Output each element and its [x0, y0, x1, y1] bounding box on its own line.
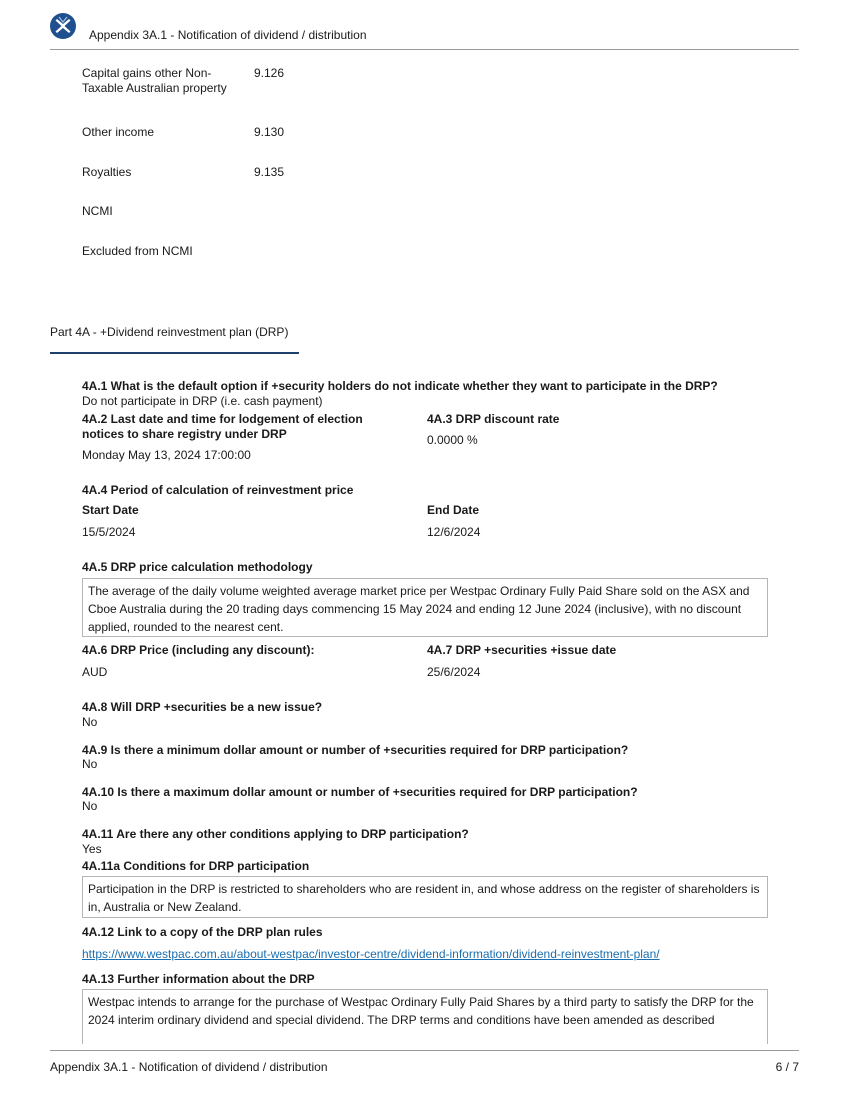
q4a5-question: 4A.5 DRP price calculation methodology — [82, 560, 313, 574]
tax-row-code: 9.135 — [254, 165, 285, 179]
end-date-label: End Date — [427, 503, 480, 517]
end-date-value: 12/6/2024 — [427, 525, 481, 539]
page-number: 6 / 7 — [775, 1060, 799, 1074]
part-4a-underline — [50, 352, 299, 354]
q4a3-answer: 0.0000 % — [427, 433, 478, 447]
q4a9-answer: No — [82, 757, 98, 771]
start-date-label: Start Date — [82, 503, 139, 517]
q4a7-answer: 25/6/2024 — [427, 665, 481, 679]
q4a2-question: 4A.2 Last date and time for lodgement of election notices to share registry under DRP — [82, 412, 363, 441]
q4a11a-question: 4A.11a Conditions for DRP participation — [82, 859, 310, 873]
footer-divider — [50, 1050, 799, 1051]
tax-row-label: Capital gains other Non-Taxable Australian property — [82, 66, 227, 95]
tax-row-label: Royalties — [82, 165, 132, 179]
q4a11-answer: Yes — [82, 842, 102, 856]
tax-row-code: 9.126 — [254, 66, 285, 80]
q4a2-answer: Monday May 13, 2024 17:00:00 — [82, 448, 251, 462]
tax-row-code: 9.130 — [254, 125, 285, 139]
q4a3-question: 4A.3 DRP discount rate — [427, 412, 560, 426]
footer-title: Appendix 3A.1 - Notification of dividend / distribution — [50, 1060, 328, 1074]
q4a11a-answer-box: Participation in the DRP is restricted to shareholders who are resident in, and whose address on the register of shareholders is in, Australia or New Zealand. — [82, 876, 768, 918]
q4a6-answer: AUD — [82, 665, 108, 679]
q4a10-answer: No — [82, 799, 98, 813]
q4a11-question: 4A.11 Are there any other conditions applying to DRP participation? — [82, 827, 469, 841]
drp-plan-rules-link[interactable]: https://www.westpac.com.au/about-westpac/investor-centre/dividend-information/dividend-reinvestment-plan/ — [82, 947, 660, 961]
q4a1-answer: Do not participate in DRP (i.e. cash payment) — [82, 394, 323, 408]
q4a9-question: 4A.9 Is there a minimum dollar amount or number of +securities required for DRP participation? — [82, 743, 629, 757]
q4a12-question: 4A.12 Link to a copy of the DRP plan rules — [82, 925, 323, 939]
q4a8-answer: No — [82, 715, 98, 729]
header-title: Appendix 3A.1 - Notification of dividend / distribution — [89, 28, 367, 42]
asx-logo-icon — [50, 13, 76, 39]
q4a6-question: 4A.6 DRP Price (including any discount): — [82, 643, 315, 657]
part-4a-title: Part 4A - +Dividend reinvestment plan (DRP) — [50, 325, 289, 339]
tax-row-label: NCMI — [82, 204, 113, 218]
tax-row-label: Excluded from NCMI — [82, 244, 193, 258]
header-divider — [50, 49, 799, 50]
q4a5-answer-box: The average of the daily volume weighted average market price per Westpac Ordinary Fully Paid Share sold on the ASX and Cboe Australia during the 20 trading days commencing 15 May 2024 and ending 12 June 2024 (inclusive), with no discount applied, rounded to the nearest cent. — [82, 578, 768, 637]
q4a1-question: 4A.1 What is the default option if +security holders do not indicate whether they want to participate in the DRP? — [82, 379, 718, 393]
q4a13-question: 4A.13 Further information about the DRP — [82, 972, 315, 986]
q4a7-question: 4A.7 DRP +securities +issue date — [427, 643, 617, 657]
q4a8-question: 4A.8 Will DRP +securities be a new issue? — [82, 700, 323, 714]
q4a13-answer-box: Westpac intends to arrange for the purchase of Westpac Ordinary Fully Paid Shares by a third party to satisfy the DRP for the 2024 interim ordinary dividend and special dividend. The DRP terms and conditions have been amended as described — [82, 989, 768, 1044]
tax-row-label: Other income — [82, 125, 155, 139]
q4a4-question: 4A.4 Period of calculation of reinvestment price — [82, 483, 354, 497]
q4a10-question: 4A.10 Is there a maximum dollar amount or number of +securities required for DRP participation? — [82, 785, 638, 799]
start-date-value: 15/5/2024 — [82, 525, 136, 539]
